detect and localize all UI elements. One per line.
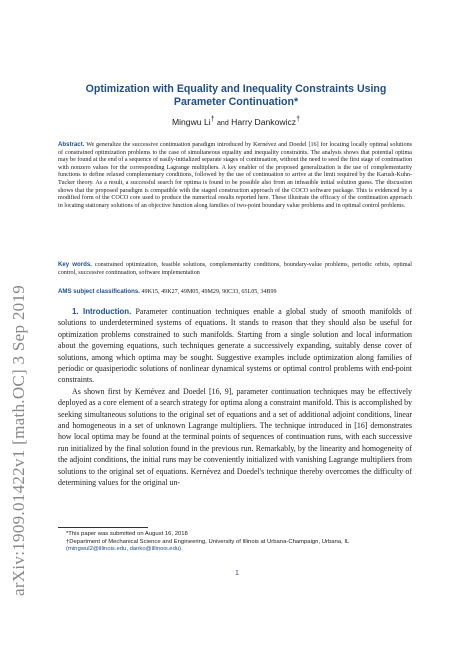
abstract-text: We generalize the successive continuation paradigm introduced by Kernévez and Doedel [16] for locating locally optimal solutions of constrained optimization problems to the case of simultaneous equality and inequality constraints. The analysis shows that potential optima may be found at the end of a sequence of easily-initialized separate stages of continuation, without the need to seed the first stage of continuation with nonzero values for the corresponding Lagrange multipliers. A key enabler of the proposed generalization is the use of complementarity functions to define relaxed complementary conditions, followed by the use of continuation to arrive at the limit required by the Karush-Kuhn-Tucker theory. As a result, a successful search for optima is found to be possible also from an infeasible initial solution guess. The discussion shows that the proposed paradigm is compatible with the staged construction approach of the COCO software package. This is evidenced by a modified form of the COCO core used to produce the numerical results reported here. These illustrate the efficacy of the continuation approach in locating stationary solutions of an objective function along families of two-point boundary value problems and in optimal control problems.: [58, 142, 412, 209]
intro-paragraph-1: [58, 306, 412, 386]
abstract-block: [58, 141, 412, 210]
author-name: Harry Dankowicz: [231, 116, 297, 127]
author-name: Mingwu Li: [171, 116, 211, 127]
footnote-affiliation: †Department of Mechanical Science and Engineering, University of Illinois at Urbana-Champaign, Urbana, IL: [66, 538, 350, 545]
intro-paragraph-2: [58, 386, 412, 489]
footnote-submission: *This paper was submitted on August 16, 2018: [66, 531, 188, 537]
keywords-block: [58, 261, 412, 277]
keywords-label: Key words.: [58, 261, 92, 268]
footnotes-block: [58, 531, 412, 554]
footnote-emails[interactable]: (mingwul2@illinois.edu, danko@illinois.edu).: [66, 546, 183, 553]
paper-title: Optimization with Equality and Inequality Constraints Using Parameter Continuation*: [85, 83, 387, 108]
ams-label: AMS subject classifications.: [58, 288, 140, 295]
ams-codes: 49K15, 49K27, 49M05, 49M29, 90C33, 65L05, 34B99: [141, 289, 277, 295]
author-line: [66, 115, 406, 127]
section-heading: 1. Introduction.: [72, 307, 132, 316]
affiliation-mark: †: [296, 115, 301, 123]
author-separator: and: [217, 119, 229, 127]
introduction-section: [58, 306, 412, 489]
paragraph-text: As shown first by Kernévez and Doedel [16, 9], parameter continuation techniques may be effectively deployed as a core element of a search strategy for optima along a constraint manifold. This is accomplished by seeking simultaneous solutions to the original set of equations and a set of additional adjoint conditions, linear and homogeneous in a set of unknown Lagrange multipliers. The technique introduced in [16] demonstrates how local optima may be found at the terminal points of sequences of continuation runs, with each successive run initialized by the final solution found in the previous run. Remarkably, by the linearity and homogeneity of the adjoint conditions, the initial runs may be conveniently initialized with vanishing Lagrange multipliers from solutions to the original set of equations. Kernévez and Doedel's technique thereby overcomes the difficulty of determining values for the original un-: [58, 386, 412, 488]
ams-classification-block: [58, 288, 412, 297]
affiliation-mark: †: [210, 115, 215, 123]
paragraph-text: Parameter continuation techniques enable a global study of smooth manifolds of solutions to underdetermined systems of equations. It stands to reason that they should also be useful for optimization problems constrained to such manifolds. Starting from a single solution and local information about the governing equations, such techniques generate a successively expanding, suitably dense cover of solutions, among which optima may be sought. Suggestive examples include optimization along families of periodic or quasiperiodic solutions of nonlinear dynamical systems or optimal control problems with end-point constraints.: [58, 307, 412, 385]
keywords-text: constrained optimization, feasible solutions, complementarity conditions, boundary-value problems, periodic orbits, optimal control, successive continuation, software implementation: [58, 262, 413, 276]
arxiv-identifier-stamp: arXiv:1909.01422v1 [math.OC] 3 Sep 2019: [9, 284, 28, 596]
footnote-divider: [58, 527, 148, 528]
abstract-label: Abstract.: [58, 141, 85, 148]
page-number: 1: [235, 570, 239, 577]
